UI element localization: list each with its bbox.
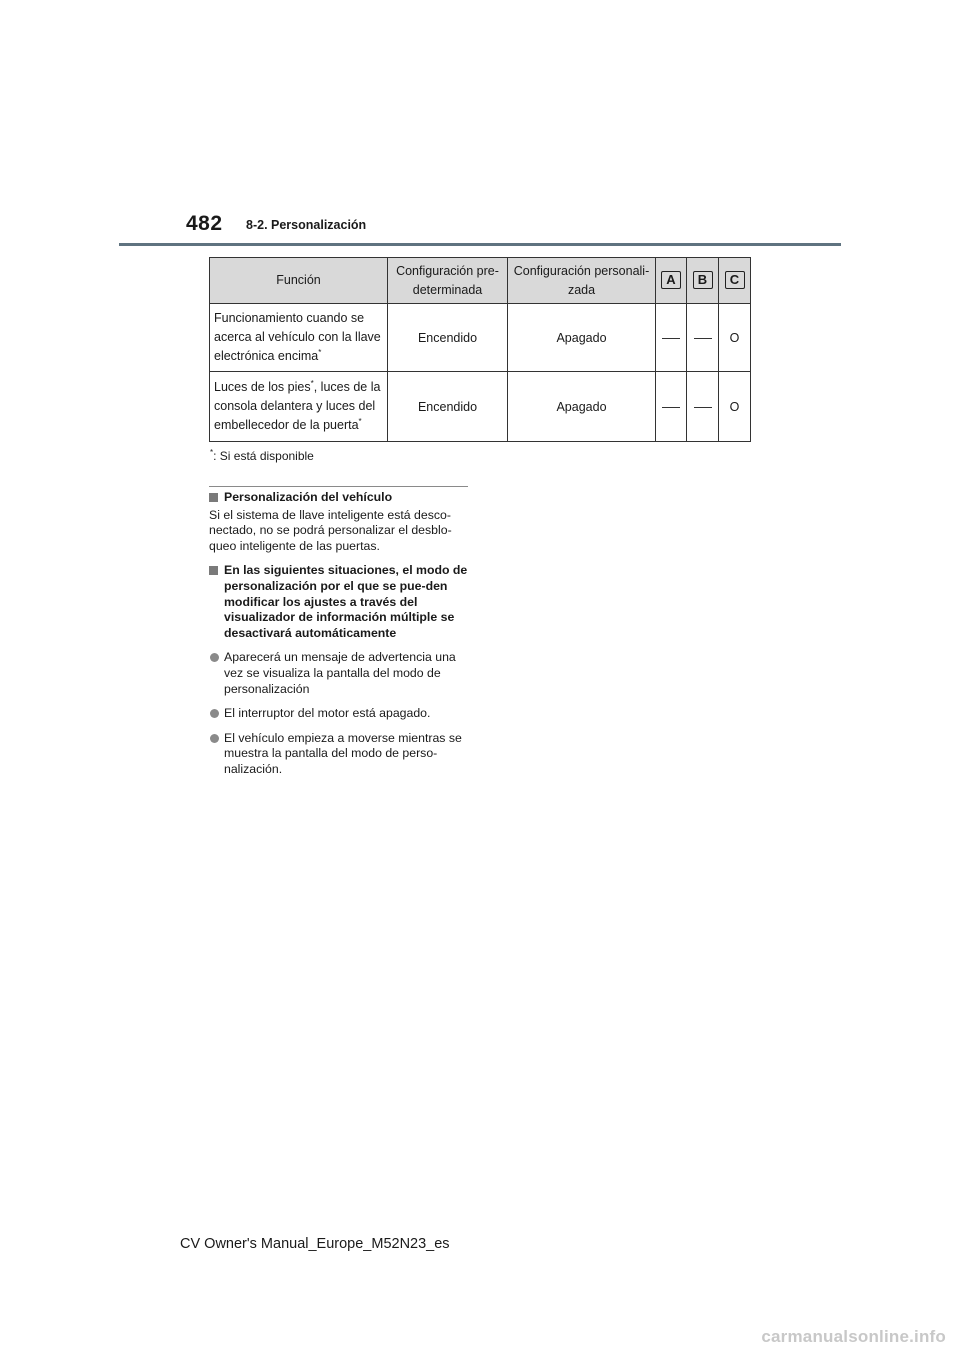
row2-col-c: O bbox=[719, 372, 751, 442]
row1-function-line3-wrap bbox=[214, 347, 383, 366]
dash-icon bbox=[694, 338, 712, 339]
header-col-a bbox=[656, 258, 687, 304]
bullet-text-2: El interruptor del motor está apagado. bbox=[224, 706, 431, 721]
bullet-text-3: El vehículo empieza a moverse mientras se muestra la pantalla del modo de perso-nalización. bbox=[224, 730, 462, 776]
header-custom-line1: Configuración personali- bbox=[513, 263, 650, 278]
section-title: 8-2. Personalización bbox=[246, 218, 367, 232]
footnote-marker: * bbox=[210, 448, 214, 457]
header-rule bbox=[119, 243, 841, 246]
row1-custom: Apagado bbox=[508, 304, 656, 372]
page-number: 482 bbox=[186, 212, 223, 235]
table-row bbox=[210, 372, 751, 442]
settings-table bbox=[209, 257, 751, 442]
dash-icon bbox=[694, 407, 712, 408]
header-default-line2: determinada bbox=[412, 282, 483, 297]
list-item bbox=[209, 731, 471, 778]
watermark: carmanualsonline.info bbox=[761, 1327, 946, 1346]
header-col-b bbox=[687, 258, 719, 304]
square-bullet-icon bbox=[209, 493, 218, 502]
row1-col-c: O bbox=[719, 304, 751, 372]
letter-b-icon: B bbox=[693, 271, 713, 289]
row2-function-line1-wrap bbox=[214, 378, 383, 397]
row2-asterisk-1: * bbox=[310, 378, 314, 388]
header-custom-line2: zada bbox=[567, 282, 596, 297]
row2-function-line1a: Luces de los pies bbox=[214, 380, 311, 394]
header-default-line1: Configuración pre- bbox=[396, 263, 499, 278]
situations-heading bbox=[209, 563, 471, 641]
row1-col-a bbox=[656, 304, 687, 372]
list-item bbox=[209, 706, 471, 722]
header-custom bbox=[508, 258, 656, 304]
row1-default: Encendido bbox=[388, 304, 508, 372]
row2-asterisk-2: * bbox=[358, 416, 362, 426]
letter-a-icon: A bbox=[661, 271, 681, 289]
square-bullet-icon bbox=[209, 566, 218, 575]
section-divider bbox=[209, 486, 468, 487]
header-function: Función bbox=[210, 258, 388, 304]
row2-function bbox=[210, 372, 388, 442]
notes-content bbox=[209, 490, 471, 778]
row1-asterisk: * bbox=[318, 347, 322, 357]
vehicle-body: Si el sistema de llave inteligente está desco-nectado, no se podrá personalizar el desblo-queo inteligente de las puertas. bbox=[209, 507, 452, 553]
header-col-c bbox=[719, 258, 751, 304]
row2-custom: Apagado bbox=[508, 372, 656, 442]
list-item bbox=[209, 650, 471, 697]
round-bullet-icon bbox=[210, 653, 219, 662]
footnote-text: : Si está disponible bbox=[213, 449, 314, 463]
table-header-row bbox=[210, 258, 751, 304]
dash-icon bbox=[662, 338, 680, 339]
situations-heading-text: En las siguientes situaciones, el modo de personalización por el que se pue-den modificar los ajustes a través del visualizador de información múltiple se desactivará automáticamente bbox=[224, 563, 468, 640]
table-row bbox=[210, 304, 751, 372]
bullet-text-1: Aparecerá un mensaje de advertencia una vez se visualiza la pantalla del modo de personalización bbox=[224, 650, 456, 696]
letter-c-icon: C bbox=[725, 271, 745, 289]
row1-function bbox=[210, 304, 388, 372]
header-default bbox=[388, 258, 508, 304]
row2-function-line2: consola delantera y luces del bbox=[214, 399, 376, 413]
row1-function-line3: electrónica encima bbox=[214, 349, 319, 363]
round-bullet-icon bbox=[210, 734, 219, 743]
row2-default: Encendido bbox=[388, 372, 508, 442]
vehicle-heading-text: Personalización del vehículo bbox=[224, 490, 393, 504]
row2-col-b bbox=[687, 372, 719, 442]
footer-text: CV Owner's Manual_Europe_M52N23_es bbox=[180, 1236, 450, 1252]
row2-function-line3-wrap bbox=[214, 416, 383, 435]
round-bullet-icon bbox=[210, 709, 219, 718]
dash-icon bbox=[662, 407, 680, 408]
row2-function-line3: embellecedor de la puerta bbox=[214, 418, 359, 432]
row2-col-a bbox=[656, 372, 687, 442]
row1-function-line1: Funcionamiento cuando se bbox=[214, 311, 365, 325]
vehicle-heading bbox=[209, 490, 471, 506]
footnote bbox=[210, 449, 314, 463]
row1-col-b bbox=[687, 304, 719, 372]
row1-function-line2: acerca al vehículo con la llave bbox=[214, 330, 381, 344]
row2-function-line1b: , luces de la bbox=[313, 380, 381, 394]
